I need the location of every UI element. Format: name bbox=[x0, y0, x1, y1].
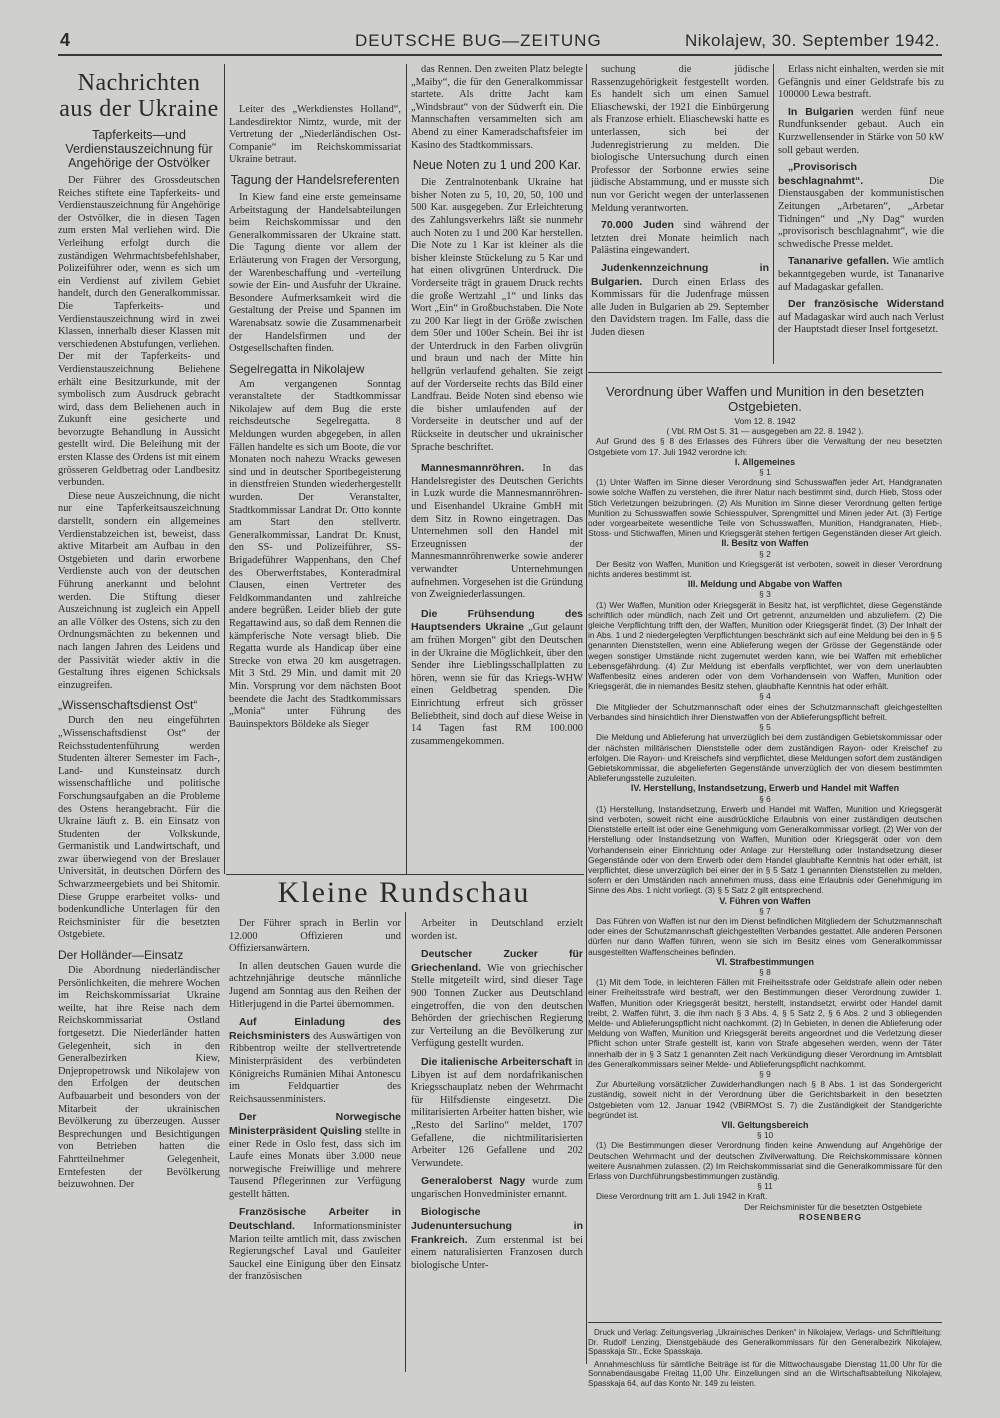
header-rule bbox=[58, 54, 942, 56]
paragraph-number: § 1 bbox=[759, 467, 771, 478]
article-text: In Kiew fand eine erste gemeinsame Arbeitstagung der Handelsabteilungen beim Reichskommissar und den Generalkommissaren der Ukraine statt. Die Tagung diente vor allem der Erläuterung von Fragen der Versorgung, der Warenbeschaffung und -verteilung sowie der Ein- und Ausfuhr der Ukraine. Besondere Aufmerksamkeit wird die Gestaltung der Preise und Spannen im Warenabsatz sowie die Zusammenarbeit der Handelsfirmen und der Ostgesellschaften finden. bbox=[229, 191, 401, 355]
article-text: Der Führer des Grossdeutschen Reiches stiftete eine Tapferkeits- und Verdienstauszeichnung für Angehörige der Ostvölker, die in diesen Tagen zum ersten Mal verliehen wird. Die Verleihung erfolgt durch die zuständigen Wehrmachtsbefehlshaber, Polizeiführer oder, wenn es sich um ein Verdienst auf zivilem Gebiet handelt, durch den Generalkommissar. Die Tapferkeits- und Verdienstauszeichnung wird in zwei Klassen, innerhalb dieser Klassen mit verschiedenen Abstufungen, verliehen. Der mit der Tapferkeits- und Verdienstauszeichnung Beliehene erhält eine Besitzurkunde, mit der symbolisch zum Ausdruck gebracht wird, dass dem Beliehenen auch in Zukunft eine gesicherte und bevorzugte Behandlung in Aussicht gestellt wird. Die Beleihung mit der ersten Klasse des Ordens ist mit einem grösseren Geldbetrag oder Landbesitz verbunden. bbox=[58, 175, 220, 489]
decree-text: (1) Wer Waffen, Munition oder Kriegsgerät in Besitz hat, ist verpflichtet, diese Gegenstände schriftlich oder mündlich, nach Zeit und Ort getrennt, anzumelden und abzuliefern. (2) Die gleiche Verpflichtung trifft den, der Waffen, Munition oder Kriegsgerät findet. (3) Der Inhalt der in Abs. 1 und 2 niedergelegten Verpflichtungen beschränkt sich auf eine Meldung bei den in § 5 genannten Dienststellen, wenn eine Ablieferung wegen der Grösse der Gegenstände oder wegen sonstiger Umstände nicht zugemutet werden kann, wie bei Waffen mit erheblicher Lebensgefährdung. (4) Zur Meldung ist ebenfalls verpflichtet, wer von dem unerlaubten Waffenbesitz eines anderen oder von dem Vorhandensein von Waffen, Munition oder Kriegsgerät, die in niemandes Besitz stehen, glaubhafte Kenntnis hat oder erhält. bbox=[588, 599, 942, 692]
date-line: Nikolajew, 30. September 1942. bbox=[684, 31, 940, 50]
rundschau-left bbox=[229, 918, 401, 1370]
section-rule bbox=[588, 1322, 942, 1323]
paragraph-number: § 2 bbox=[759, 548, 771, 559]
decree-text: Die Meldung und Ablieferung hat unverzüglich bei dem zuständigen Gebietskommissar oder der nächsten militärischen Dienststelle oder dem zuständigen Rayon- oder Kreischef zu erfolgen. Die Rayon- und Kreischefs sind verpflichtet, diese Meldungen sofort dem zuständigen Gebietskommissar, die abgelieferten Gegenstände unverzüglich der von diesem bestimmten Ablieferungsstelle zuzuleiten. bbox=[588, 732, 942, 784]
decree-text: Der Besitz von Waffen, Munition und Kriegsgerät ist verboten, soweit in dieser Verordnung nichts anderes bestimmt ist. bbox=[588, 558, 942, 580]
column-two bbox=[229, 104, 401, 872]
article-text: Die Zentralnotenbank Ukraine hat bisher Noten zu 5, 10, 20, 50, 100 und 500 Kar. ausgegeben. Zur Erleichterung des Zahlungsverkehrs läßt sie nunmehr auch Noten zu 1 und 200 Kar herstellen. Die Note zu 1 Kar ist kleiner als die bisher kleinste Stückelung zu 5 Kar und hat einen olivgrünen Unterdruck. Die Vorderseite trägt in grauem Druck rechts die große Wertzahl „1“ und links das Wort „Ein“ in Großbuchstaben. Die Note zu 200 Kar liegt in der Größe zwischen dem 50er und 100er Schein. Bei ihr ist der Unterdruck in den Farben olivgrün und braun und nach der Mitte hin hellgrün verlaufend gehalten. Sie zeigt auf der Vorderseite rechts das Bild einer Landfrau. Beide Noten sind ebenso wie die bisher umlaufenden auf der Vorderseite in deutscher und auf der Rückseite in deutscher und ukrainischer Sprache beschriftet. bbox=[411, 177, 583, 453]
paragraph-number: § 10 bbox=[756, 1130, 774, 1141]
decree-block bbox=[588, 384, 942, 1222]
article-text: suchung die jüdische Rassenzugehörigkeit festgestellt worden. Es handelt sich um einen Samuel Eliaschewski, der 1921 die Einbürgerung als Franzose erhielt. Eliaschewski hatte es unterlassen, sich bei der Judenregistrierung zu melden. Die biologische Untersuchung durch einen Professor der Sorbonne erwies seine jüdische Abstammung, und er musste sich nun vor Gericht wegen der unterlassenen Meldung verantworten. bbox=[591, 64, 769, 214]
column-divider bbox=[406, 64, 407, 874]
article-text: Die Abordnung niederländischer Persönlichkeiten, die mehrere Wochen im Reichskommissariat Ukraine weilte, hat ihre Reise nach dem Reichskommissariat Ostland fortgesetzt. Die Niederländer hatten Gelegenheit, sich in den Generalbezirken Kiew, Dnjepropetrowsk und Nikolajew von den Erfolgen der deutschen Aufbauarbeit und besonders von der Mitarbeit der ukrainischen Bevölkerung zu überzeugen. Ausser Besprechungen und Besichtigungen von Betrieben hatten die Fahrtteilnehmer Gelegenheit, Erntefesten der Bevölkerung beizuwohnen. Der bbox=[58, 965, 220, 1191]
page-header bbox=[60, 30, 940, 52]
article-heading: Segelregatta in Nikolajew bbox=[229, 361, 365, 376]
decree-signature-line: Der Reichsminister für die besetzten Ostgebiete bbox=[744, 1201, 922, 1212]
column-four bbox=[591, 64, 769, 370]
paragraph-number: § 7 bbox=[759, 905, 771, 916]
paragraph-number: § 9 bbox=[759, 1069, 771, 1079]
article-heading: Tapferkeits—und Verdienstauszeichnung für Angehörige der Ostvölker bbox=[65, 128, 213, 170]
article-text: Generaloberst Nagy wurde zum ungarischen Honvedminister ernannt. bbox=[411, 1175, 583, 1200]
decree-text: (1) Unter Waffen im Sinne dieser Verordnung sind Schusswaffen jeder Art, Handgranaten sowie solche Waffen zu verstehen, die ihrer Natur nach bestimmt sind, durch Hieb, Stoss oder Stich Verletzungen beizubringen. (2) Als Munition im Sinne dieser Verordnung gelten fertige Munition zu Schusswaffen sowie Schiesspulver, Sprengmittel und Minen jeder Art. (3) Fertige oder vorgearbeitete wesentliche Teile von Schusswaffen, Munition, Handgranaten, Hieb-, Stoss- und Stichwaffen, Minen und Kriegsgerät stehen fertigen Gegenständen dieser Art gleich. bbox=[588, 477, 942, 539]
column-divider bbox=[405, 912, 406, 1372]
decree-text: Die Mitglieder der Schutzmannschaft oder eines der Schutzmannschaft gleichgestellten Verbandes sind hinsichtlich ihrer Dienstwaffen von der Ablieferungspflicht befreit. bbox=[588, 701, 942, 722]
decree-section: VI. Strafbestimmungen bbox=[715, 956, 814, 967]
column-ukraine-news bbox=[58, 70, 220, 1370]
article-text: Die Frühsendung des Hauptsenders Ukraine „Gut gelaunt am frühen Morgen“ gibt den Deutschen in der Ukraine die Möglichkeit, über den Sender ihre Lieblingsschallplatten zu hören, wenn sie für das Kriegs-WHW einen Geldbetrag spenden. Die Einrichtung erfreut sich grösser Beliebtheit, sind doch auf diese Weise in 14 Tagen fast RM 100.000 zusammengekommen. bbox=[411, 607, 583, 747]
article-text: Der Norwegische Ministerpräsident Quisling stellte in einer Rede in Oslo fest, dass sich im Laufe eines Monats über 3.000 neue norwegische Freiwillige und mehrere Tausend Pflegerinnen zur Verfügung gestellt hätten. bbox=[229, 1111, 401, 1200]
decree-section: II. Besitz von Waffen bbox=[721, 538, 809, 549]
section-rule bbox=[226, 874, 584, 875]
article-text: Erlass nicht einhalten, werden sie mit Gefängnis und einer Geldstrafe bis zu 100000 Lewa bestraft. bbox=[778, 64, 944, 101]
article-heading: Der Holländer—Einsatz bbox=[58, 948, 184, 963]
rundschau-right bbox=[411, 918, 583, 1370]
decree-section: I. Allgemeines bbox=[734, 456, 796, 467]
decree-section: IV. Herstellung, Instandsetzung, Erwerb und Handel mit Waffen bbox=[630, 783, 900, 794]
rundschau-title: Kleine Rundschau bbox=[277, 876, 531, 909]
decree-text: (1) Die Bestimmungen dieser Verordnung finden keine Anwendung auf Angehörige der Deutschen Wehrmacht und der deutschen Zivilverwaltung. Die Reichskommissare können weitere Ausnahmen zulassen. (2) Im Reichskommissariat sind die Generalkommissare für den Erlass von Durchführungsbestimmungen zuständig. bbox=[588, 1140, 942, 1182]
decree-intro: Auf Grund des § 8 des Erlasses des Führers über die Verwaltung der neu besetzten Ostgebiete vom 17. Juli 1942 verordne ich: bbox=[588, 436, 942, 457]
decree-section: VII. Geltungsbereich bbox=[721, 1120, 809, 1131]
decree-text: Das Führen von Waffen ist nur den im Dienst befindlichen Mitgliedern der Schutzmannschaft oder eines der Schutzmannschaft gleichgestellten Verbandes gestattet. Alle anderen Personen dürfen nur dann Waffen führen, wenn sie sich im Besitz eines vom Generalkommissar ausgestellten Waffenscheines befinden. bbox=[588, 915, 942, 957]
article-text: Tananarive gefallen. Wie amtlich bekanntgegeben wurde, ist Tananarive auf Madagaskar gefallen. bbox=[778, 255, 944, 293]
column-divider bbox=[224, 64, 225, 874]
article-text: Auf Einladung des Reichsministers des Auswärtigen von Ribbentrop weilte der stellvertretende Ministerpräsident des verbündeten Königreichs Rumänien Mihai Antonescu im Feldquartier des Reichsaussenministers. bbox=[229, 1016, 401, 1105]
article-text: „Provisorisch beschlagnahmt“. Die Dienstausgaben der kommunistischen Zeitungen „Arbetaren“, „Arbetar Tidningen“ und „Ny Dag“ wurden „provisorisch beschlagnahmt“, wie die schwedische Presse meldet. bbox=[778, 161, 944, 250]
article-heading: „Wissenschaftsdienst Ost“ bbox=[58, 698, 198, 713]
paragraph-number: § 11 bbox=[757, 1181, 773, 1192]
column-divider bbox=[586, 64, 587, 1364]
article-text: In allen deutschen Gauen wurde die achtzehnjährige deutsche männliche Jugend am Sonntag aus den Reihen der Hitlerjugend in die Partei übernommen. bbox=[229, 960, 401, 1010]
decree-text: Diese Verordnung tritt am 1. Juli 1942 in Kraft. bbox=[596, 1191, 768, 1202]
paragraph-number: § 3 bbox=[759, 589, 771, 600]
column-divider bbox=[773, 64, 774, 364]
article-text: Mannesmannröhren. In das Handelsregister des Deutschen Gerichts in Luzk wurde die Mannesmannröhren- und Eisenhandel Ukraine GmbH mit dem Sitz in Rowno eingetragen. Das Unternehmen soll den Handel mit Erzeugnissen der Mannesmannröhrenwerke sowie anderer verwandter Unternehmungen aufnehmen. Vorgesehen ist die Gründung von Zweigniederlassungen. bbox=[411, 462, 583, 601]
column-three bbox=[411, 64, 583, 872]
article-text: 70.000 Juden sind während der letzten drei Monate heimlich nach Palästina eingewandert. bbox=[591, 219, 769, 257]
decree-source: ( Vbl. RM Ost S. 31 — ausgegeben am 22. 8. 1942 ). bbox=[666, 426, 864, 437]
article-text: Biologische Judenuntersuchung in Frankreich. Zum erstenmal ist bei einem naturalisierten Franzosen durch biologische Unter- bbox=[411, 1206, 583, 1271]
paragraph-number: § 8 bbox=[759, 966, 771, 977]
article-heading: Tagung der Handelsreferenten bbox=[230, 172, 400, 187]
article-text: Der französische Widerstand auf Madagaskar wird auch nach Verlust der Hauptstadt dieser Insel fortgesetzt. bbox=[778, 298, 944, 336]
page-number: 4 bbox=[60, 30, 71, 50]
section-title: Nachrichten aus der Ukraine bbox=[59, 70, 219, 122]
decree-title: Verordnung über Waffen und Munition in den besetzten Ostgebieten. bbox=[606, 384, 924, 414]
imprint-text: Druck und Verlag: Zeitungsverlag „Ukrainisches Denken“ in Nikolajew, Verlags- und Schriftleitung: Dr. Rudolf Lenzing, Dienstgebäude des Generalkommissars für den Generalbezirk Nikolajew, Spasskaja Str., Ecke Spasskaja. bbox=[588, 1328, 942, 1356]
article-text: Arbeiter in Deutschland erzielt worden ist. bbox=[411, 918, 583, 942]
paragraph-number: § 5 bbox=[759, 722, 771, 733]
decree-date: Vom 12. 8. 1942 bbox=[734, 416, 796, 426]
column-five bbox=[778, 64, 944, 370]
decree-section: III. Meldung und Abgabe von Waffen bbox=[687, 579, 843, 590]
article-text: Deutscher Zucker für Griechenland. Wie von griechischer Stelle mitgeteilt wird, sind dieser Tage 900 Tonnen Zucker aus Deutschland eingetroffen, die von den deutschen Behörden der griechischen Regierung zur Verteilung an die Bevölkerung zur Verfügung gestellt wurden. bbox=[411, 948, 583, 1050]
article-text: Die italienische Arbeiterschaft in Libyen ist auf dem nordafrikanischen Kriegsschauplatz neben der Wehrmacht für Hilfsdienste eingesetzt. Die militarisierten Arbeiter hatten bisher, wie „Resto del Sarlino“ meldet, 1707 Gefallene, die nichtmilitarisierten Arbeiter 126 Gefallene und 202 Verwundete. bbox=[411, 1055, 583, 1169]
article-text: Durch den neu eingeführten „Wissenschaftsdienst Ost“ der Reichsstudentenführung werden Studenten älterer Semester im Fach-, Land- und Kunsteinsatz durch wissenschaftliche und politische Forschungsaufgaben an die Probleme des Ostens herangebracht. Für die Ukraine läuft z. B. ein Einsatz von Studenten der Volkskunde, Germanistik und Landwirtschaft, und zwar überwiegend von der Breslauer Universität, in deutschen Dörfern des Schwarzmeergebiets und bei Shitomir. Diese Gruppe erarbeitet volks- und bodenkundliche Unterlagen für den Reichsminister für die besetzten Ostgebiete. bbox=[58, 715, 220, 941]
article-text: Am vergangenen Sonntag veranstaltete der Stadtkommissar Nikolajew auf dem Bug die erste reichsdeutsche Segelregatta. 8 Meldungen wurden abgegeben, in allen Fällen handelte es sich um Boote, die vor Monaten noch nahezu Wracks gewesen sind und in deutscher Sportbegeisterung in dienstfreien Stunden wiederhergestellt wurden. Der Veranstalter, Stadtkommissar Landrat Dr. Otto konnte am Start den stellvertr. Generalkommissar, Landrat Dr. Knust, den SS- und Polizeiführer, SS-Brigadeführer Wappenhans, den Chef des Oberwerftstabes, Konteradmiral Clausen, einen Vertreter des Feldkommandanten und zahlreiche andere begrüßen. Leider blieb der gute Regattawind aus, so daß dem Rennen die kämpferische Note versagt blieb. Die Regatta wurde als Handicap über eine Strecke von etwa 20 km ausgetragen. Mit 3 Std. 29 Min. und damit mit 20 Min. Vorsprung vor dem nächsten Boot beendete die Jacht des Stadtkommissars „Monia“ unter Führung des Bauinspektors Böldeke als Sieger bbox=[229, 378, 401, 730]
imprint bbox=[588, 1328, 942, 1391]
decree-section: V. Führen von Waffen bbox=[719, 895, 811, 906]
article-heading: Neue Noten zu 1 und 200 Kar. bbox=[412, 158, 582, 173]
article-text: In Bulgarien werden fünf neue Rundfunksender gebaut. Auch ein Kurzwellensender in Stärke von 50 kW soll gebaut werden. bbox=[778, 105, 944, 156]
article-text: Judenkennzeichnung in Bulgarien. Durch einen Erlass des Kommissars für die Judenfrage müssen alle Juden in Bulgarien ab 29. September den Davidstern tragen. Im Falle, dass die Juden diesen bbox=[591, 261, 769, 338]
imprint-text: Annahmeschluss für sämtliche Beiträge ist für die Mittwochausgabe Dienstag 11,00 Uhr für die Sonnabendausgabe Freitag 11,00 Uhr. Einzellungen sind an die Wirtschaftsabteilung Nikolajew, Spasskaja 64, auf das Konto Nr. 149 zu leisten. bbox=[588, 1359, 942, 1388]
article-text: Leiter des „Werkdienstes Holland“, Landesdirektor Nimtz, wurde, mit der Vertretung der „Niederländischen Ost-Companie“ im Reichskommissariat Ukraine betraut. bbox=[229, 104, 401, 166]
paragraph-number: § 4 bbox=[759, 691, 771, 702]
section-rule bbox=[588, 372, 942, 373]
decree-text: (1) Mit dem Tode, in leichteren Fällen mit Freiheitsstrafe oder Geldstrafe allein oder neben einer Freiheitsstrafe wird bestraft, wer den Bestimmungen dieser Verordnung zuwider 1. Waffen, Munition oder Kriegsgerät besitzt, herstellt, instandsetzt, erwirbt oder Handel damit treibt, 2. Waffen führt, 3. die ihm nach § 3 Abs. 4, § 5 Satz 2, § 6 Abs. 2 und 3 obliegenden Melde- und Ablieferungspflicht nicht nachkommt. (2) In Gebieten, in denen die Ablieferung oder Meldung von Waffen, Munition und Kriegsgerät bereits angeordnet und die Verletzung dieser Pflicht schon unter Strafe gestellt ist, kann von Strafe abgesehen werden, wenn der Täter innerhalb der in § 3 Satz 1 genannten Zeit nach Verkündigung dieser Verordnung im Amtsblatt des Generalkommissars seiner Melde- und Ablieferungspflicht nachkommt. bbox=[588, 977, 942, 1069]
article-text: Diese neue Auszeichnung, die nicht nur eine Tapferkeitsauszeichnung darstellt, sondern ein allgemeines Verdienstabzeichen ist, beweist, dass aktive Mitarbeit am Aufbau in den Ostgebieten und darin erworbene Verdienste auch von der deutschen Führung anerkannt und belohnt werden. Die Stiftung dieser Auszeichnung ist zugleich ein Appell an alle Völker des Ostens, sich zu den Ordnungsmächten zu bekennen und nach langen Jahren des Leidens und der Passivität wieder aktiv in die Gestaltung ihres eigenen Schicksals einzugreifen. bbox=[58, 490, 220, 691]
decree-signature: ROSENBERG bbox=[799, 1211, 862, 1222]
article-text: das Rennen. Den zweiten Platz belegte „Maiby“, die für den Generalkommissar startete. Als dritte Jacht kam „Windsbraut“ von der Südwerft ein. Die Mannschaften versammelten sich am Abend zu einer Kameradschaftsfeier im Kasino des Stadtkommissars. bbox=[411, 64, 583, 151]
article-text: Der Führer sprach in Berlin vor 12.000 Offizieren und Offiziersanwärtern. bbox=[229, 918, 401, 955]
article-text: Französische Arbeiter in Deutschland. Informationsminister Marion teilte amtlich mit, dass zwischen Regierungschef Laval und Gauleiter Sauckel eine Einigung über den Einsatz der französischen bbox=[229, 1206, 401, 1283]
newspaper-name: DEUTSCHE BUG—ZEITUNG bbox=[355, 31, 602, 50]
decree-text: (1) Herstellung, Instandsetzung, Erwerb und Handel mit Waffen, Munition und Kriegsgerät sind verboten, soweit nicht eine ausdrückliche Erlaubnis von einer zuständigen deutschen Dienststelle erteilt ist oder eine Genehmigung vom Generalkommissar vorliegt. (2) Wer von der Herstellung oder Instandsetzung von Waffen, Munition oder Kriegsgerät oder von dem Vorhandensein einer Einrichtung oder Anlage zur Herstellung oder Instandsetzung dieser Gegenstände oder von dem Erwerb oder dem Handel glaubhafte Kenntnis hat oder erhält, ist verpflichtet, diese unverzüglich bei einer der in § 5 Satz 1 genannten Dienststellen zu melden, sofern er den Umständen nach annehmen muss, dass eine Erlaubnis oder Genehmigung im Sinne des Abs. 1 nicht vorliegt. (3) § 5 Satz 2 gilt entsprechend. bbox=[588, 803, 942, 896]
paragraph-number: § 6 bbox=[759, 793, 771, 804]
decree-text: Zur Aburteilung vorsätzlicher Zuwiderhandlungen nach § 8 Abs. 1 ist das Sondergericht zuständig, soweit nicht in der Verordnung über die Gerichtsbarkeit in den besetzten Ostgebieten vom 12. Januar 1942 (VBlRMOst S. 7) die Zuständigkeit der Standgerichte begründet ist. bbox=[588, 1079, 942, 1120]
